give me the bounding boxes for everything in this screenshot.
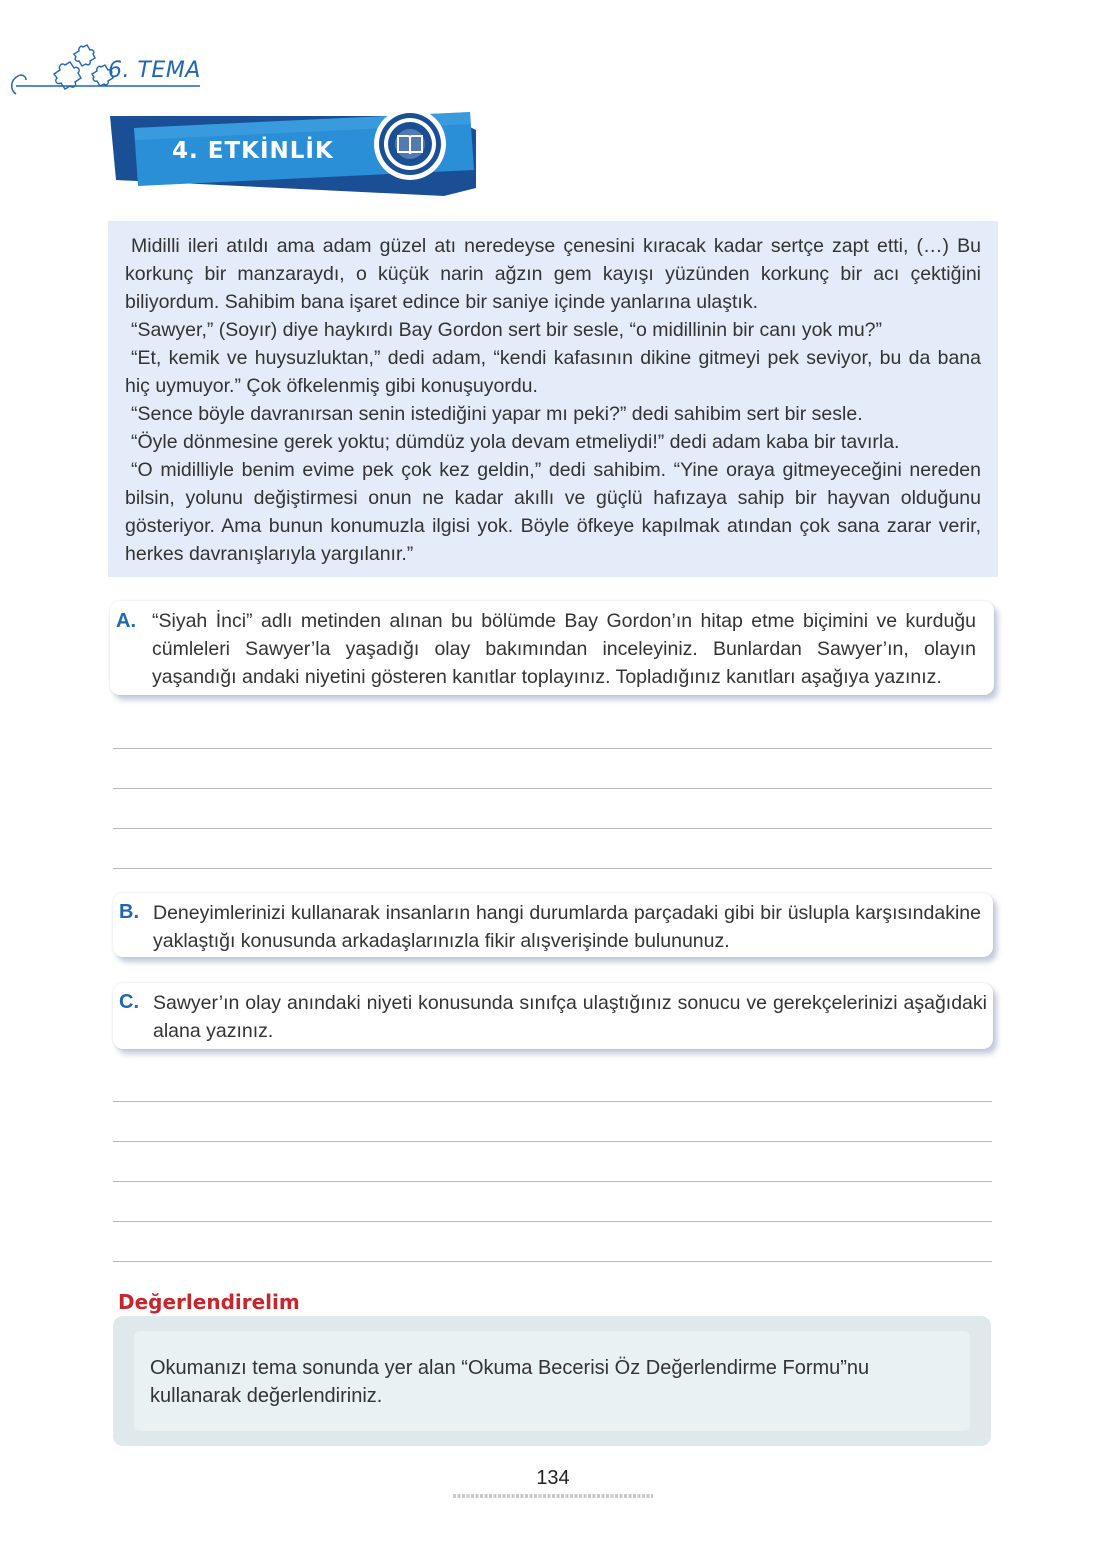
answer-line[interactable]	[113, 1261, 992, 1262]
question-b-box	[113, 893, 993, 957]
question-b-letter: B.	[119, 901, 139, 923]
question-a-text: “Siyah İnci” adlı metinden alınan bu bölümde Bay Gordon’ın hitap etme biçimini ve kurduğu cümleleri Sawyer’la yaşadığı olay bakımından inceleyiniz. Bunlardan Sawyer’ın, olayın yaşandığı andaki niyetini gösteren kanıtlar toplayınız. Topladığınız kanıtları aşağıya yazınız.	[152, 610, 976, 688]
question-a-letter: A.	[116, 610, 136, 632]
passage-paragraph: Midilli ileri atıldı ama adam güzel atı neredeyse çenesini kıracak kadar sertçe zapt etti, (…) Bu korkunç bir manzaraydı, o küçük narin ağzın gem kayışı yüzünden korkunç bir acı çektiğini biliyordum. Sahibim bana işaret edince bir saniye içinde yanlarına ulaştık.	[125, 235, 981, 313]
answer-line[interactable]	[113, 868, 992, 869]
passage-paragraph: “O midilliyle benim evime pek çok kez geldin,” dedi sahibim. “Yine oraya gitmeyeceğini nereden bilsin, yolunu değiştirmesi onun ne kadar akıllı ve güçlü hafızaya sahip bir hayvan olduğunu gösteriyor. Ama bunun konumuzla ilgisi yok. Böyle öfkeye kapılmak atından çok sana zarar verir, herkes davranışlarıyla yargılanır.”	[125, 459, 981, 565]
evaluation-text: Okumanızı tema sonunda yer alan “Okuma Becerisi Öz Değerlendirme Formu”nu kullanarak değerlendiriniz.	[150, 1357, 870, 1407]
answer-line[interactable]	[113, 1181, 992, 1182]
reading-passage	[108, 221, 998, 577]
answer-line[interactable]	[113, 788, 992, 789]
theme-label: 6. TEMA	[108, 58, 201, 83]
passage-paragraph: “Sawyer,” (Soyır) diye haykırdı Bay Gordon sert bir sesle, “o midillinin bir canı yok mu?”	[131, 319, 883, 341]
question-c-letter: C.	[119, 991, 139, 1013]
page-number: 134	[536, 1467, 570, 1489]
question-b-text: Deneyimlerinizi kullanarak insanların hangi durumlarda parçadaki gibi bir üslupla karşısındakine yaklaştığı konusunda arkadaşlarınızla fikir alışverişinde bulununuz.	[153, 902, 981, 952]
evaluation-heading: Değerlendirelim	[118, 1290, 300, 1314]
answer-line[interactable]	[113, 748, 992, 749]
passage-paragraph: “Et, kemik ve huysuzluktan,” dedi adam, “kendi kafasının dikine gitmeyi pek seviyor, bu da bana hiç uymuyor.” Çok öfkelenmiş gibi konuşuyordu.	[125, 347, 981, 397]
answer-line[interactable]	[113, 1221, 992, 1222]
question-a-box	[110, 601, 994, 695]
question-c-text: Sawyer’ın olay anındaki niyeti konusunda sınıfça ulaştığınız sonucu ve gerekçelerinizi aşağıdaki alana yazınız.	[153, 992, 987, 1042]
activity-title: 4. ETKİNLİK	[172, 138, 334, 164]
answer-line[interactable]	[113, 1101, 992, 1102]
passage-paragraph: “Öyle dönmesine gerek yoktu; dümdüz yola devam etmeliydi!” dedi adam kaba bir tavırla.	[131, 431, 900, 453]
passage-paragraph: “Sence böyle davranırsan senin istediğini yapar mı peki?” dedi sahibim sert bir sesle.	[131, 403, 863, 425]
question-c-box	[113, 983, 993, 1049]
answer-line[interactable]	[113, 828, 992, 829]
decorative-dots	[453, 1493, 653, 1499]
answer-line[interactable]	[113, 1141, 992, 1142]
